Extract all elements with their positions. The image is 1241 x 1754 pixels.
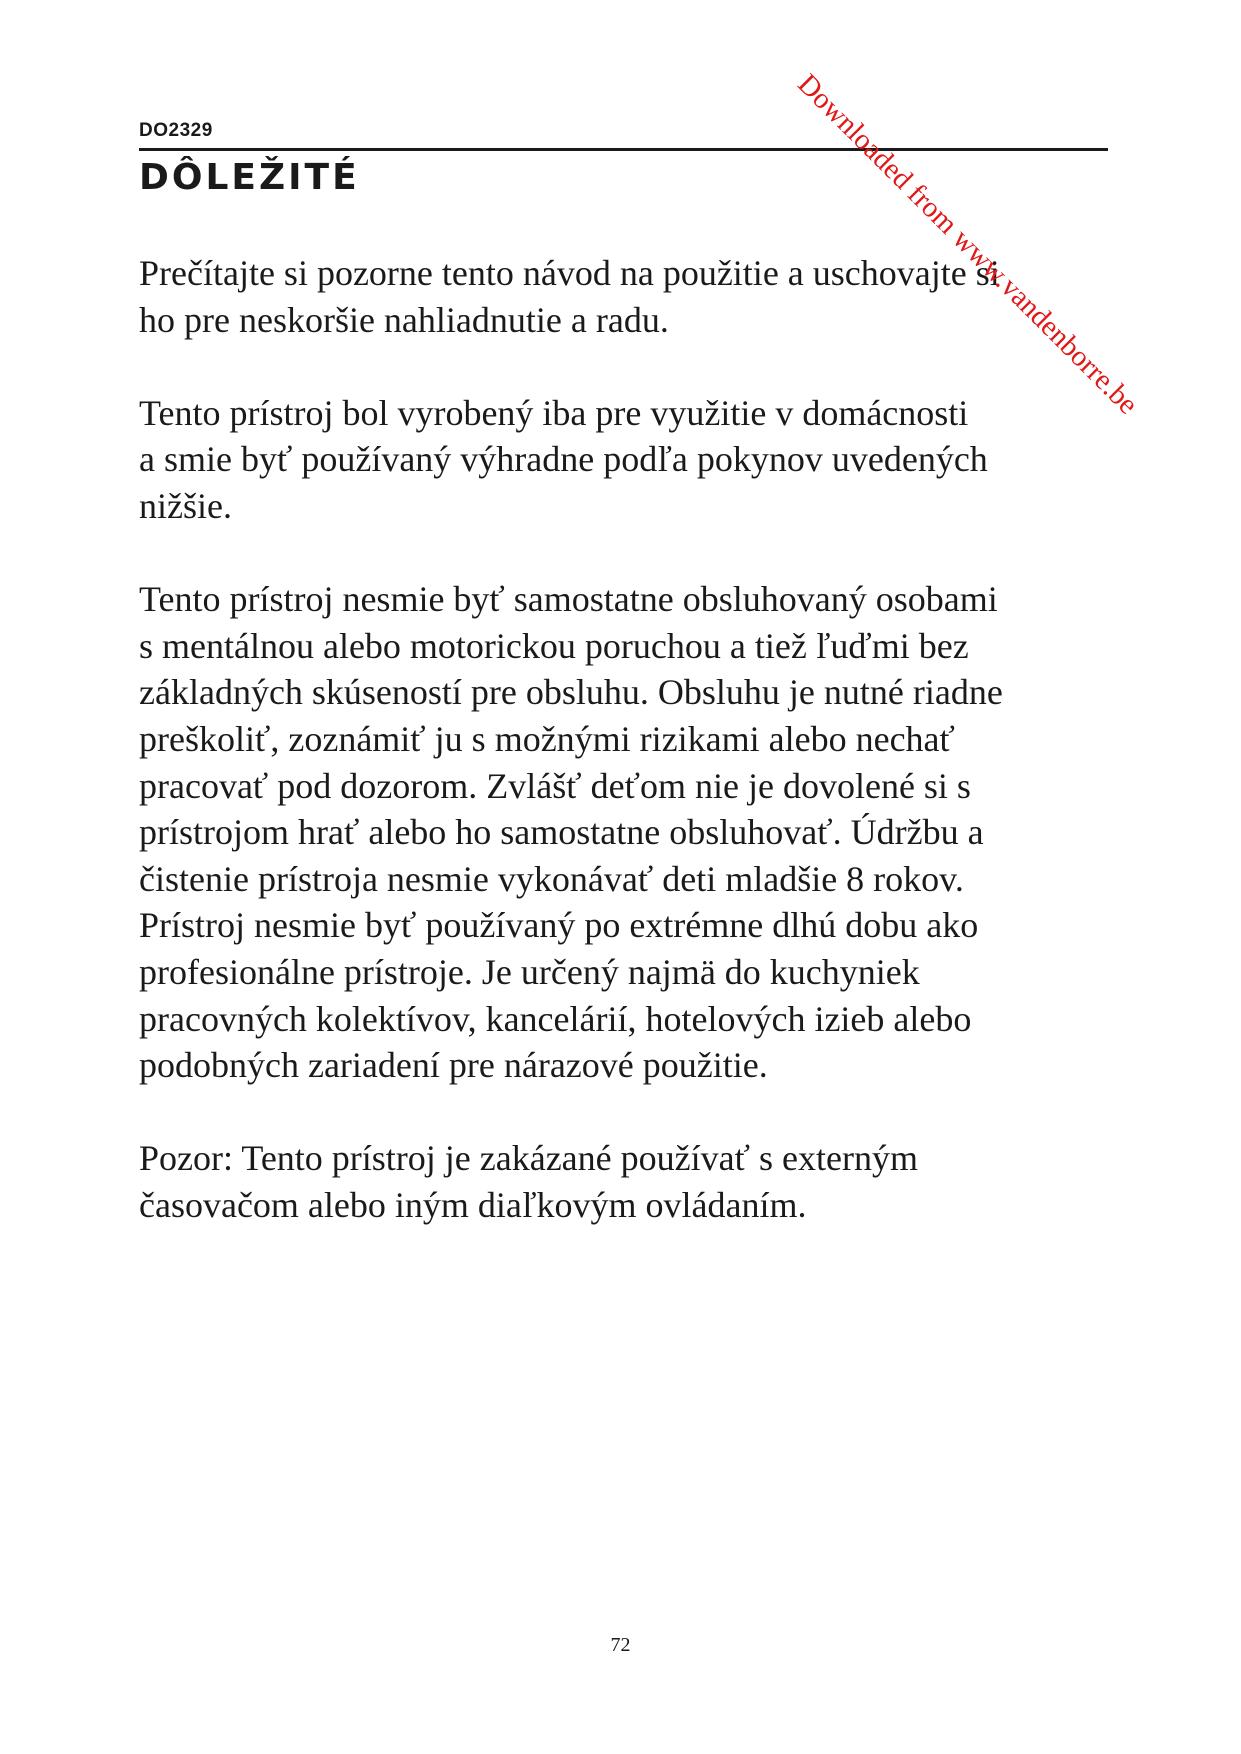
model-code: DO2329 xyxy=(139,120,213,141)
page-number: 72 xyxy=(610,1634,631,1656)
paragraph-safety-warning: Tento prístroj nesmie byť samostatne obsluhovaný osobami s mentálnou alebo motorickou poruchou a tiež ľuďmi bez základných skúseností pre obsluhu. Obsluhu je nutné riadne preškoliť, zoznámiť ju s možnými rizikami alebo nechať pracovať pod dozorom. Zvlášť deťom nie je dovolené si s prístrojom hrať alebo ho samostatne obsluhovať. Údržbu a čistenie prístroja nesmie vykonávať deti mladšie 8 rokov. Prístroj nesmie byť používaný po extrémne dlhú dobu ako profesionálne prístroje. Je určený najmä do kuchyniek pracovných kolektívov, kancelárií, hotelových izieb alebo podobných zariadení pre nárazové použitie. xyxy=(139,579,1003,1086)
paragraph-read-manual: Prečítajte si pozorne tento návod na použitie a uschovajte si ho pre neskoršie nahliadnutie a radu. xyxy=(139,253,1000,340)
paragraph-household-use: Tento prístroj bol vyrobený iba pre využitie v domácnosti a smie byť používaný výhradne podľa pokynov uvedených nižšie. xyxy=(139,392,988,526)
download-watermark: Downloaded from www.vandenborre.be xyxy=(791,68,1145,421)
body-text xyxy=(139,250,1139,1275)
page-title: DÔLEŽITÉ xyxy=(139,157,360,198)
paragraph-timer-warning: Pozor: Tento prístroj je zakázané používať s externým časovačom alebo iným diaľkovým ovládaním. xyxy=(139,1138,918,1225)
header-rule xyxy=(139,148,1108,151)
